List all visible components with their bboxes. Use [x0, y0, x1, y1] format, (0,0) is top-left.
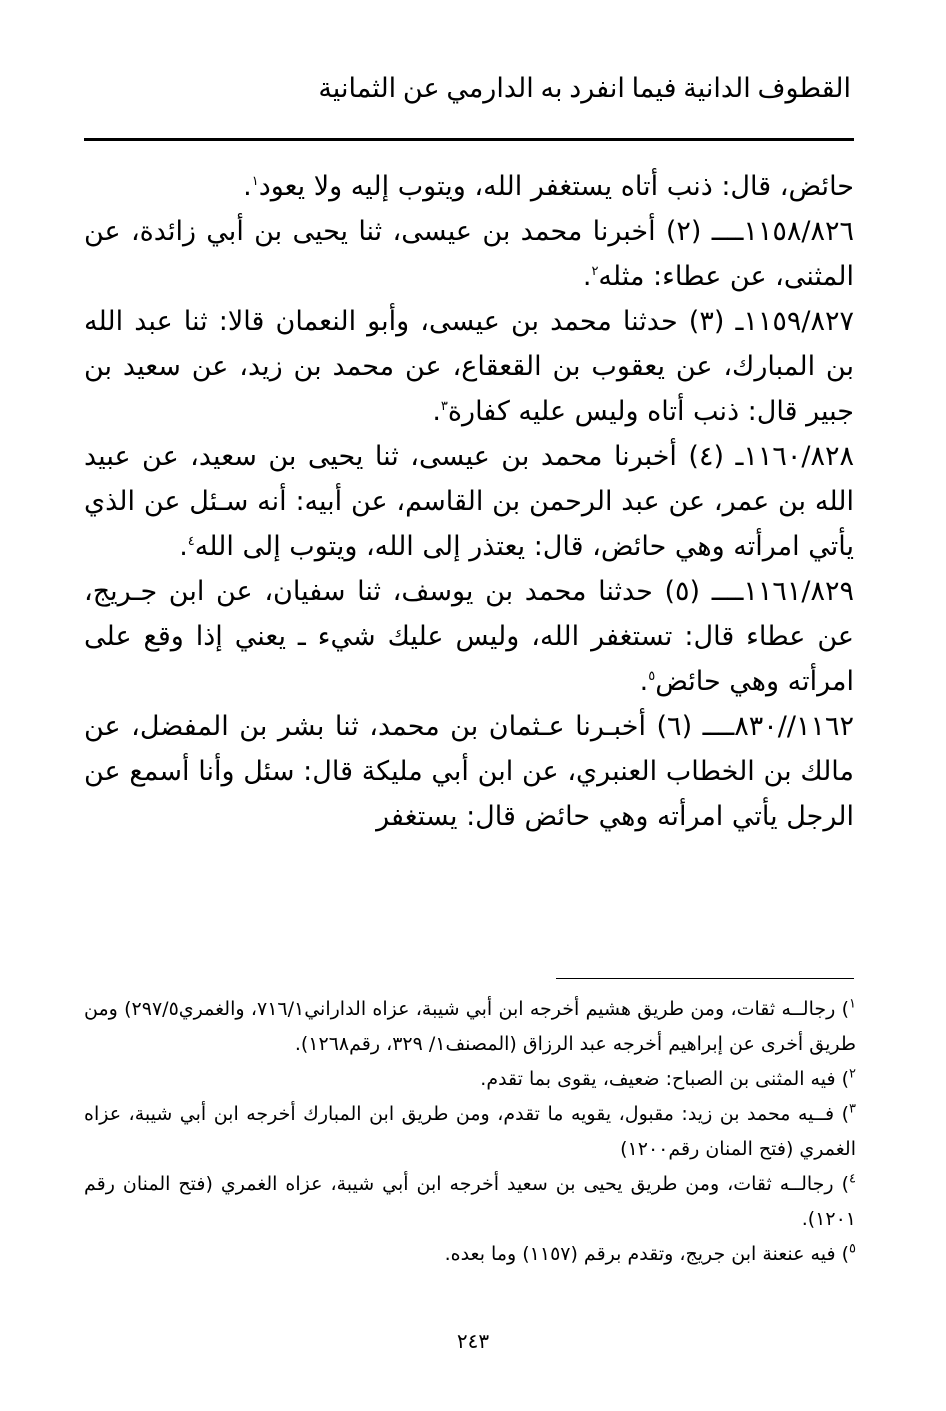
- footnote-text: فيه المثنى بن الصباح: ضعيف، يقوى بما تقدم.: [480, 1068, 836, 1090]
- hadith-1161: [84, 569, 854, 704]
- hadith-1160: [84, 434, 854, 569]
- paragraph-end: .: [582, 261, 592, 292]
- paragraph-text: ١١٦١/٨٢٩ــــ (٥) حدثنا محمد بن يوسف، ثنا سفيان، عن ابن جـريج، عن عطاء قال: تستغفر الله، وليس عليك شيء ـ يعني إذا وقع على امرأته وهي حائض: [84, 576, 854, 697]
- footnote-3: $^٣$) فــيه محمد بن زيد: مقبول، يقويه ما تقدم، ومن طريق ابن المبارك أخرجه ابن أبي شيبة، عزاه الغمري (فتح المنان رقم١٢٠٠): [84, 1101, 856, 1160]
- paragraph-end: .: [243, 171, 252, 202]
- paragraph-text: ١١٦٠/٨٢٨ـ (٤) أخبرنا محمد بن عيسى، ثنا يحيى بن سعيد، عن عبيد الله بن عمر، عن عبد الرحمن بن القاسم، عن أبيه: أنه سـئل عن الذي يأتي امرأته وهي حائض، قال: يعتذر إلى الله، ويتوب إلى الله: [84, 441, 854, 562]
- footnote-number: ٢: [849, 1066, 856, 1082]
- running-header: القطوف الدانية فيما انفرد به الدارمي عن الثمانية: [318, 73, 851, 103]
- footnote-5: $^٥$) فيه عنعنة ابن جريج، وتقدم برقم (١١٥٧) وما بعده.: [444, 1241, 856, 1265]
- footnote-text: فيه عنعنة ابن جريج، وتقدم برقم (١١٥٧) وما بعده.: [444, 1243, 836, 1265]
- footnote-number: ٥: [849, 1241, 856, 1257]
- footnote-number: ١: [849, 996, 857, 1012]
- footnote-1: $^١$) رجالــه ثقات، ومن طريق هشيم أخرجه ابن أبي شيبة، عزاه الداراني٧١٦/١، والغمري٢٩٧/٥) ومن طريق أخرى عن إبراهيم أخرجه عبد الرزاق (المصنف١/ ٣٢٩، رقم١٢٦٨).: [84, 996, 857, 1055]
- footnote-ref: ٥: [648, 669, 656, 684]
- paragraph-text: حائض، قال: ذنب أتاه يستغفر الله، ويتوب إليه ولا يعود: [258, 171, 854, 202]
- footnote-separator: [556, 978, 854, 979]
- footnote-ref: ٢: [591, 264, 599, 279]
- footnote-text: رجالــه ثقات، ومن طريق هشيم أخرجه ابن أبي شيبة، عزاه الداراني٧١٦/١، والغمري٢٩٧/٥) ومن طريق أخرى عن إبراهيم أخرجه عبد الرزاق (المصنف١/ ٣٢٩، رقم١٢٦٨).: [84, 998, 856, 1055]
- header-rule: [84, 138, 854, 141]
- footnote-ref: ٣: [440, 399, 448, 414]
- paragraph-end: .: [179, 531, 188, 562]
- footnote-text: رجالــه ثقات، ومن طريق يحيى بن سعيد أخرجه ابن أبي شيبة، عزاه الغمري (فتح المنان رقم ١٢٠١).: [84, 1173, 856, 1230]
- hadith-1159: [84, 299, 854, 434]
- footnote-4: $^٤$) رجالــه ثقات، ومن طريق يحيى بن سعيد أخرجه ابن أبي شيبة، عزاه الغمري (فتح المنان رقم ١٢٠١).: [84, 1171, 856, 1230]
- paragraph-text: ١١٥٨/٨٢٦ــــ (٢) أخبرنا محمد بن عيسى، ثنا يحيى بن أبي زائدة، عن المثنى، عن عطاء: مثله: [84, 216, 854, 292]
- footnote-ref: ٤: [187, 534, 195, 549]
- footnote-ref: ١: [251, 174, 259, 189]
- paragraph-end: .: [432, 396, 441, 427]
- paragraph-text: ١١٥٩/٨٢٧ـ (٣) حدثنا محمد بن عيسى، وأبو النعمان قالا: ثنا عبد الله بن المبارك، عن يعقوب بن القعقاع، عن محمد بن زيد، عن سعيد بن جبير قال: ذنب أتاه وليس عليه كفارة: [84, 306, 855, 427]
- footnote-number: ٤: [849, 1171, 856, 1187]
- page-number: ٢٤٣: [456, 1329, 490, 1353]
- footnote-text: فــيه محمد بن زيد: مقبول، يقويه ما تقدم، ومن طريق ابن المبارك أخرجه ابن أبي شيبة، عزاه الغمري (فتح المنان رقم١٢٠٠): [84, 1103, 856, 1160]
- main-text: [84, 164, 854, 839]
- paragraph-continuation: [84, 164, 854, 209]
- footnote-number: ٣: [849, 1101, 856, 1117]
- footnote-2: $^٢$) فيه المثنى بن الصباح: ضعيف، يقوى بما تقدم.: [480, 1066, 856, 1090]
- paragraph-end: .: [639, 666, 649, 697]
- hadith-1158: [84, 209, 854, 299]
- paragraph-text: ١١٦٢//٨٣٠ــــ (٦) أخبـرنا عـثمان بن محمد، ثنا بشر بن المفضل، عن مالك بن الخطاب العنبري، عن ابن أبي مليكة قال: سئل وأنا أسمع عن الرجل يأتي امرأته وهي حائض قال: يستغفر: [84, 711, 854, 832]
- hadith-1162: [84, 704, 854, 839]
- footnotes: [84, 992, 856, 1272]
